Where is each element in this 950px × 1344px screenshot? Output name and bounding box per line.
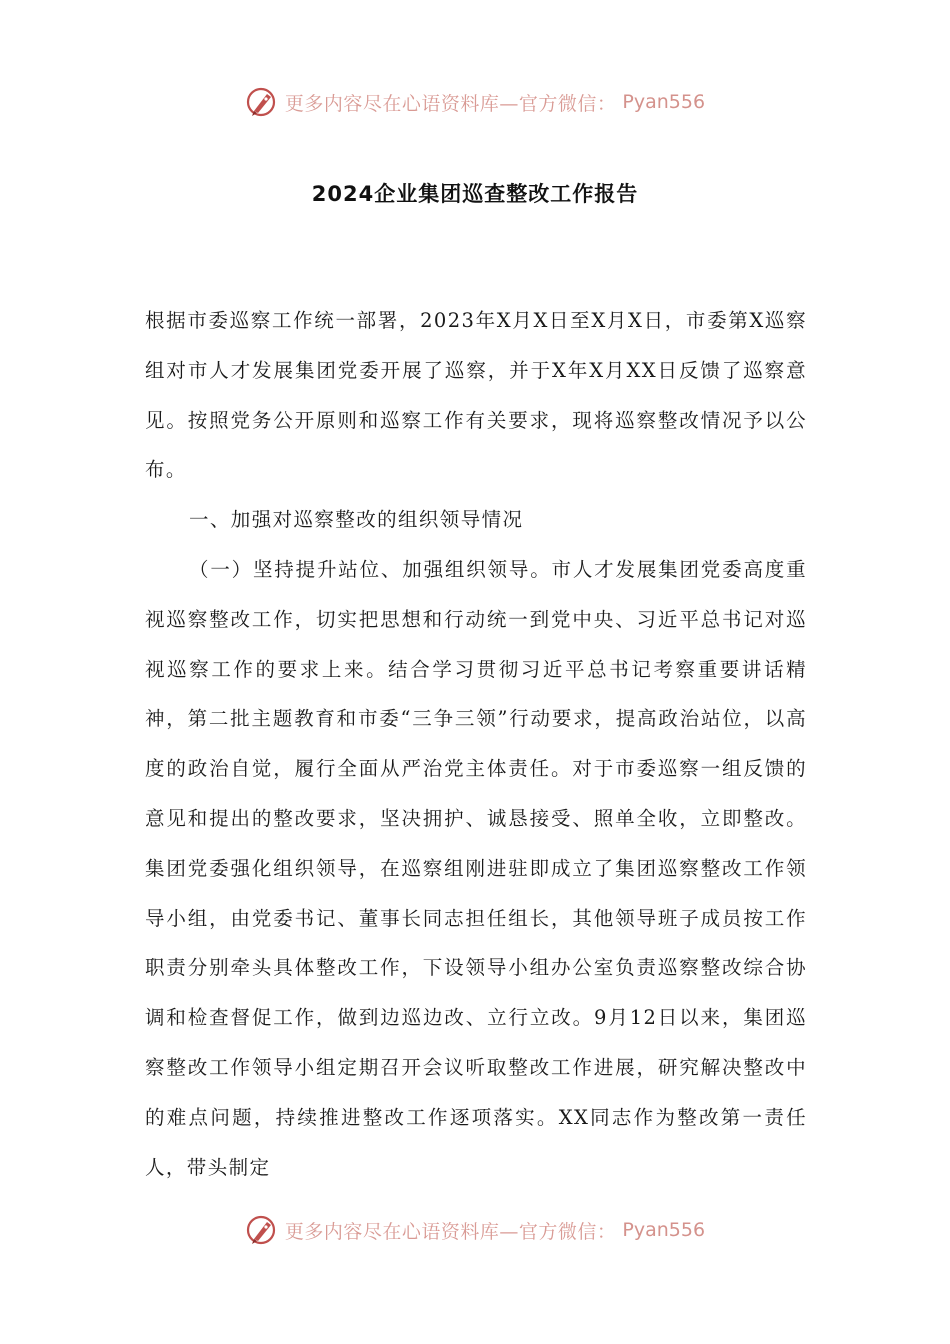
pen-nib-logo-icon xyxy=(245,1213,279,1247)
pen-nib-logo-icon xyxy=(245,85,279,119)
paragraph-intro: 根据市委巡察工作统一部署，2023年X月X日至X月X日，市委第X巡察组对市人才发展集团党委开展了巡察，并于X年X月XX日反馈了巡察意见。按照党务公开原则和巡察工作有关要求，现将巡察整改情况予以公布。 xyxy=(145,309,807,482)
watermark-handle: Pyan556 xyxy=(622,91,706,113)
watermark-text: 更多内容尽在心语资料库—官方微信： xyxy=(284,92,617,115)
watermark-handle: Pyan556 xyxy=(622,1219,706,1241)
document-body xyxy=(145,296,807,1192)
watermark-banner-top xyxy=(0,82,950,122)
section-heading-1: 一、加强对巡察整改的组织领导情况 xyxy=(189,508,524,532)
watermark-text: 更多内容尽在心语资料库—官方微信： xyxy=(284,1220,617,1243)
document-title: 2024企业集团巡查整改工作报告 xyxy=(311,182,639,206)
paragraph-subsection-1: （一）坚持提升站位、加强组织领导。市人才发展集团党委高度重视巡察整改工作，切实把思想和行动统一到党中央、习近平总书记对巡视巡察工作的要求上来。结合学习贯彻习近平总书记考察重要讲话精神，第二批主题教育和市委“三争三领”行动要求，提高政治站位，以高度的政治自觉，履行全面从严治党主体责任。对于市委巡察一组反馈的意见和提出的整改要求，坚决拥护、诚恳接受、照单全收，立即整改。集团党委强化组织领导，在巡察组刚进驻即成立了集团巡察整改工作领导小组，由党委书记、董事长同志担任组长，其他领导班子成员按工作职责分别牵头具体整改工作，下设领导小组办公室负责巡察整改综合协调和检查督促工作，做到边巡边改、立行立改。9月12日以来，集团巡察整改工作领导小组定期召开会议听取整改工作进展，研究解决整改中的难点问题，持续推进整改工作逐项落实。XX同志作为整改第一责任人，带头制定 xyxy=(145,557,807,1179)
watermark-banner-bottom xyxy=(0,1210,950,1250)
